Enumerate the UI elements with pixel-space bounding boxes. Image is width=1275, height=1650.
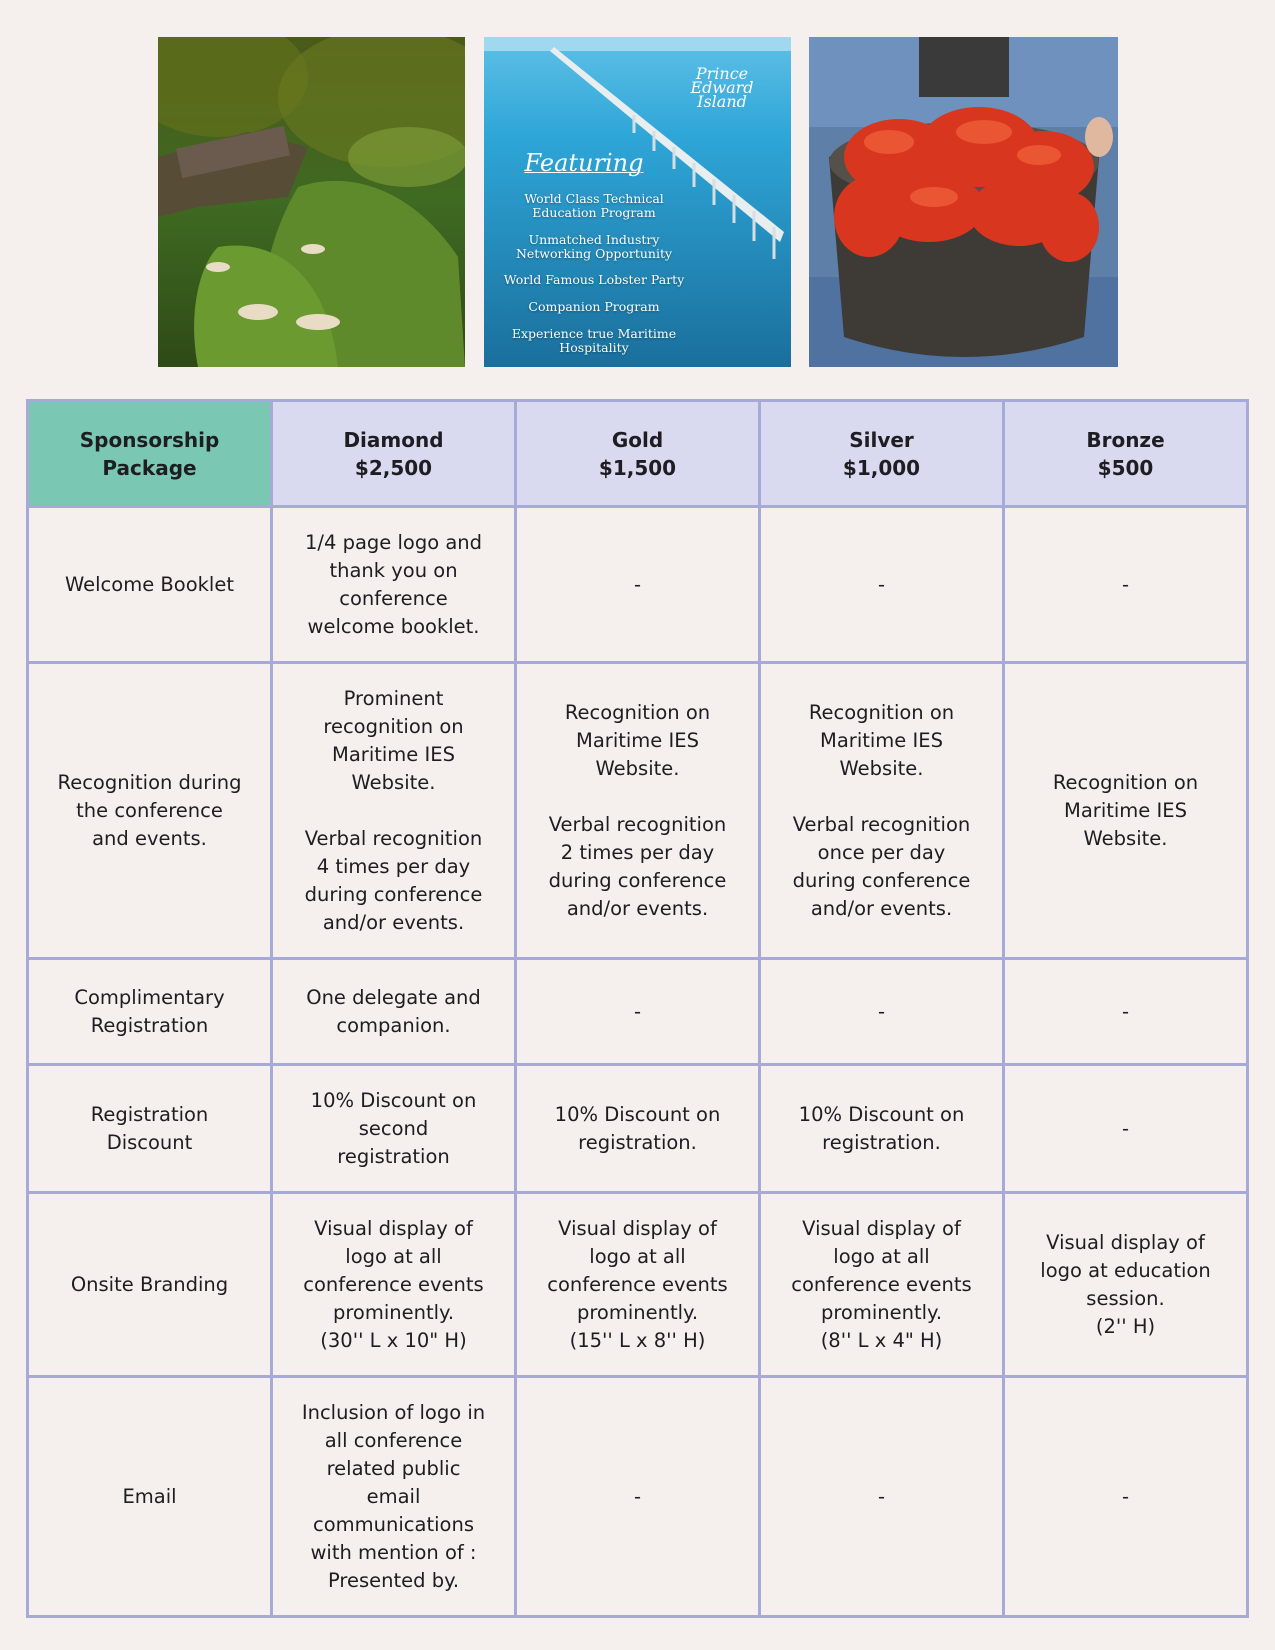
sponsorship-table bbox=[26, 399, 1249, 1618]
cell-silver: Visual display of logo at all conference events prominently. (8'' L x 4" H) bbox=[760, 1193, 1004, 1377]
cell-silver: - bbox=[760, 959, 1004, 1065]
row-label: Onsite Branding bbox=[28, 1193, 272, 1377]
cell-gold: - bbox=[516, 1377, 760, 1617]
row-label: Recognition during the conference and events. bbox=[28, 663, 272, 959]
pei-logo: Prince Edward Island bbox=[690, 64, 754, 111]
cell-bronze: - bbox=[1004, 959, 1248, 1065]
cell-gold: Recognition on Maritime IES Website. Verbal recognition 2 times per day during conference and/or events. bbox=[516, 663, 760, 959]
row-label: Email bbox=[28, 1377, 272, 1617]
cell-silver: - bbox=[760, 1377, 1004, 1617]
cell-diamond: Prominent recognition on Maritime IES Website. Verbal recognition 4 times per day during conference and/or events. bbox=[272, 663, 516, 959]
feature-item: World Class Technical Education Program bbox=[524, 191, 664, 220]
feature-item: World Famous Lobster Party bbox=[503, 272, 685, 287]
tier-header-gold: Gold $1,500 bbox=[516, 401, 760, 507]
cell-silver: - bbox=[760, 507, 1004, 663]
feature-item: Experience true Maritime Hospitality bbox=[511, 326, 677, 355]
cell-bronze: - bbox=[1004, 1377, 1248, 1617]
feature-item: Companion Program bbox=[528, 299, 660, 314]
tier-header-bronze: Bronze $500 bbox=[1004, 401, 1248, 507]
cell-diamond: One delegate and companion. bbox=[272, 959, 516, 1065]
cell-gold: - bbox=[516, 507, 760, 663]
table-row bbox=[28, 663, 1248, 959]
lobster-pot-photo bbox=[809, 37, 1118, 367]
cell-bronze: Recognition on Maritime IES Website. bbox=[1004, 663, 1248, 959]
cell-gold: - bbox=[516, 959, 760, 1065]
cell-silver: Recognition on Maritime IES Website. Verbal recognition once per day during conference and/or events. bbox=[760, 663, 1004, 959]
table-row bbox=[28, 1065, 1248, 1193]
cell-diamond: 1/4 page logo and thank you on conference welcome booklet. bbox=[272, 507, 516, 663]
table-row bbox=[28, 1377, 1248, 1617]
bridge-poster bbox=[484, 37, 791, 367]
cell-diamond: Inclusion of logo in all conference related public email communications with mention of : Presented by. bbox=[272, 1377, 516, 1617]
tier-header-silver: Silver $1,000 bbox=[760, 401, 1004, 507]
table-row bbox=[28, 507, 1248, 663]
header-corner: Sponsorship Package bbox=[28, 401, 272, 507]
cell-bronze: Visual display of logo at education session. (2'' H) bbox=[1004, 1193, 1248, 1377]
cell-bronze: - bbox=[1004, 1065, 1248, 1193]
cell-gold: 10% Discount on registration. bbox=[516, 1065, 760, 1193]
row-label: Complimentary Registration bbox=[28, 959, 272, 1065]
cell-silver: 10% Discount on registration. bbox=[760, 1065, 1004, 1193]
feature-item: Unmatched Industry Networking Opportunity bbox=[515, 232, 673, 261]
photo-strip bbox=[0, 37, 1275, 367]
sponsorship-table-wrap bbox=[26, 399, 1249, 1618]
golf-resort-photo bbox=[158, 37, 465, 367]
table-row bbox=[28, 1193, 1248, 1377]
cell-diamond: 10% Discount on second registration bbox=[272, 1065, 516, 1193]
row-label: Welcome Booklet bbox=[28, 507, 272, 663]
cell-bronze: - bbox=[1004, 507, 1248, 663]
cell-gold: Visual display of logo at all conference events prominently. (15'' L x 8'' H) bbox=[516, 1193, 760, 1377]
header-row bbox=[28, 401, 1248, 507]
featuring-title: Featuring bbox=[524, 149, 644, 177]
cell-diamond: Visual display of logo at all conference events prominently. (30'' L x 10" H) bbox=[272, 1193, 516, 1377]
row-label: Registration Discount bbox=[28, 1065, 272, 1193]
tier-header-diamond: Diamond $2,500 bbox=[272, 401, 516, 507]
table-row bbox=[28, 959, 1248, 1065]
